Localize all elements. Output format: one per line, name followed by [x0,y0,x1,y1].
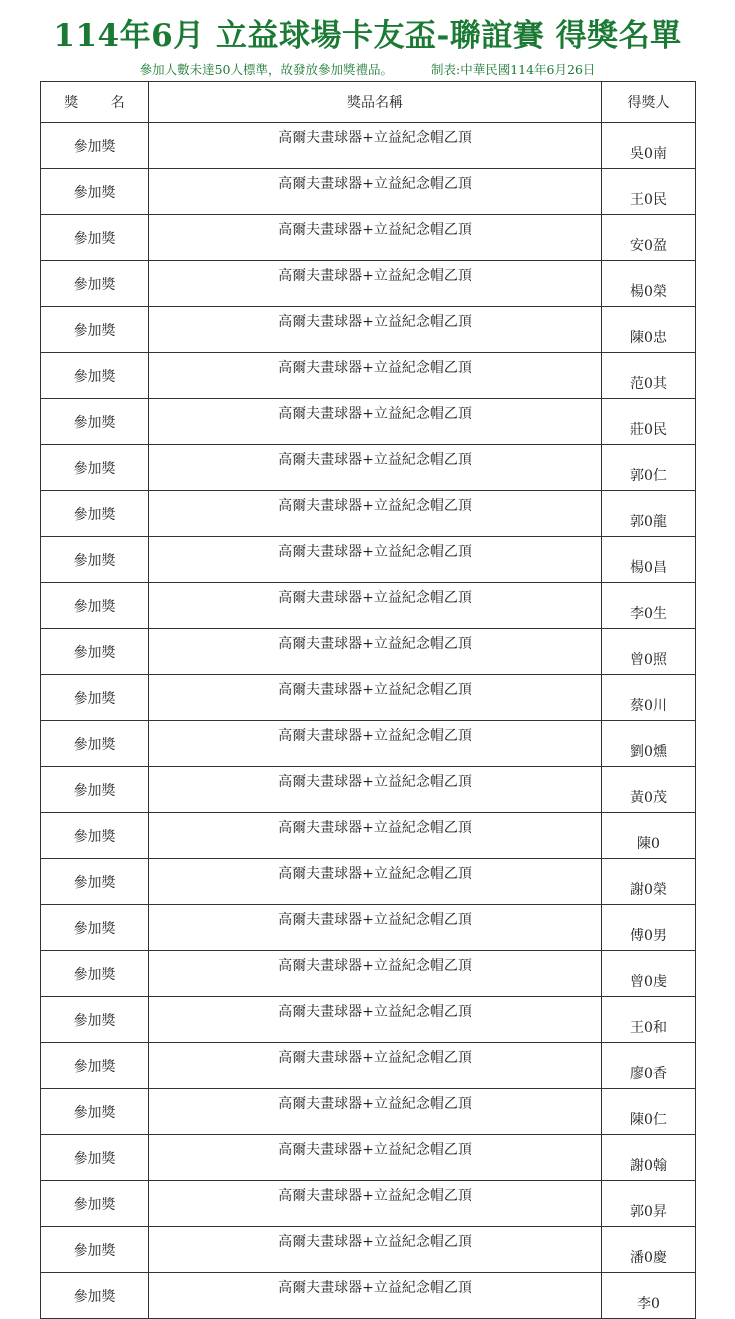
table-row [41,859,696,905]
award-cell: 參加獎 [41,859,149,905]
header-prize: 獎品名稱 [149,82,602,123]
winner-cell: 吳0南 [602,123,696,169]
table-row [41,537,696,583]
prize-cell: 高爾夫畫球器+立益紀念帽乙頂 [149,1089,602,1135]
prize-cell: 高爾夫畫球器+立益紀念帽乙頂 [149,491,602,537]
table-row [41,1089,696,1135]
award-cell: 參加獎 [41,905,149,951]
table-row [41,1273,696,1319]
winner-cell: 傅0男 [602,905,696,951]
prize-cell: 高爾夫畫球器+立益紀念帽乙頂 [149,721,602,767]
award-cell: 參加獎 [41,997,149,1043]
table-row [41,445,696,491]
winner-cell: 郭0龍 [602,491,696,537]
winner-cell: 莊0民 [602,399,696,445]
prize-cell: 高爾夫畫球器+立益紀念帽乙頂 [149,997,602,1043]
winner-cell: 陳0忠 [602,307,696,353]
prize-cell: 高爾夫畫球器+立益紀念帽乙頂 [149,1227,602,1273]
table-row [41,813,696,859]
winner-cell: 楊0榮 [602,261,696,307]
prize-cell: 高爾夫畫球器+立益紀念帽乙頂 [149,767,602,813]
award-cell: 參加獎 [41,169,149,215]
award-cell: 參加獎 [41,215,149,261]
prize-cell: 高爾夫畫球器+立益紀念帽乙頂 [149,399,602,445]
winner-cell: 曾0虔 [602,951,696,997]
award-cell: 參加獎 [41,1043,149,1089]
prize-cell: 高爾夫畫球器+立益紀念帽乙頂 [149,1273,602,1319]
award-cell: 參加獎 [41,353,149,399]
winner-cell: 楊0昌 [602,537,696,583]
header-winner: 得獎人 [602,82,696,123]
table-row [41,997,696,1043]
awards-table-header [41,82,696,123]
award-cell: 參加獎 [41,261,149,307]
prize-cell: 高爾夫畫球器+立益紀念帽乙頂 [149,169,602,215]
table-row [41,353,696,399]
prize-cell: 高爾夫畫球器+立益紀念帽乙頂 [149,445,602,491]
table-row [41,721,696,767]
page-title: 114年6月 立益球場卡友盃-聯誼賽 得獎名單 [53,18,682,54]
table-row [41,123,696,169]
prize-cell: 高爾夫畫球器+立益紀念帽乙頂 [149,261,602,307]
winner-cell: 謝0榮 [602,859,696,905]
winner-cell: 郭0仁 [602,445,696,491]
subtitle [0,60,735,78]
header-award-label: 獎 名 [64,95,139,111]
table-row [41,767,696,813]
award-cell: 參加獎 [41,813,149,859]
award-cell: 參加獎 [41,491,149,537]
prize-cell: 高爾夫畫球器+立益紀念帽乙頂 [149,307,602,353]
subtitle-note: 參加人數未達50人標準，故發放參加獎禮品。 [139,62,393,77]
table-row [41,1135,696,1181]
award-cell: 參加獎 [41,767,149,813]
winner-cell: 黃0茂 [602,767,696,813]
table-row [41,1181,696,1227]
table-row [41,675,696,721]
awards-table-body [41,123,696,1319]
prize-cell: 高爾夫畫球器+立益紀念帽乙頂 [149,859,602,905]
winner-cell: 李0 [602,1273,696,1319]
prize-cell: 高爾夫畫球器+立益紀念帽乙頂 [149,353,602,399]
table-row [41,1043,696,1089]
prize-cell: 高爾夫畫球器+立益紀念帽乙頂 [149,675,602,721]
table-row [41,399,696,445]
table-row [41,951,696,997]
prize-cell: 高爾夫畫球器+立益紀念帽乙頂 [149,583,602,629]
winner-cell: 郭0昇 [602,1181,696,1227]
winner-cell: 謝0翰 [602,1135,696,1181]
winner-cell: 曾0照 [602,629,696,675]
prize-cell: 高爾夫畫球器+立益紀念帽乙頂 [149,1043,602,1089]
award-cell: 參加獎 [41,1273,149,1319]
award-cell: 參加獎 [41,951,149,997]
prize-cell: 高爾夫畫球器+立益紀念帽乙頂 [149,1135,602,1181]
prize-cell: 高爾夫畫球器+立益紀念帽乙頂 [149,537,602,583]
table-row [41,307,696,353]
winner-cell: 潘0慶 [602,1227,696,1273]
award-cell: 參加獎 [41,583,149,629]
award-cell: 參加獎 [41,537,149,583]
winner-cell: 陳0 [602,813,696,859]
winner-cell: 廖0香 [602,1043,696,1089]
prize-cell: 高爾夫畫球器+立益紀念帽乙頂 [149,1181,602,1227]
prize-cell: 高爾夫畫球器+立益紀念帽乙頂 [149,629,602,675]
award-cell: 參加獎 [41,1089,149,1135]
winner-cell: 陳0仁 [602,1089,696,1135]
winner-cell: 王0和 [602,997,696,1043]
awards-table [40,81,696,1319]
award-cell: 參加獎 [41,629,149,675]
prize-cell: 高爾夫畫球器+立益紀念帽乙頂 [149,215,602,261]
winner-cell: 王0民 [602,169,696,215]
award-cell: 參加獎 [41,675,149,721]
table-row [41,261,696,307]
prize-cell: 高爾夫畫球器+立益紀念帽乙頂 [149,123,602,169]
award-cell: 參加獎 [41,445,149,491]
award-cell: 參加獎 [41,307,149,353]
winner-cell: 安0盈 [602,215,696,261]
prize-cell: 高爾夫畫球器+立益紀念帽乙頂 [149,951,602,997]
header-award [41,82,149,123]
award-cell: 參加獎 [41,1181,149,1227]
prize-cell: 高爾夫畫球器+立益紀念帽乙頂 [149,813,602,859]
winner-cell: 李0生 [602,583,696,629]
table-row [41,1227,696,1273]
table-row [41,215,696,261]
winner-cell: 蔡0川 [602,675,696,721]
table-row [41,583,696,629]
award-cell: 參加獎 [41,1135,149,1181]
winner-cell: 劉0燻 [602,721,696,767]
subtitle-date: 制表:中華民國114年6月26日 [430,62,596,77]
award-cell: 參加獎 [41,721,149,767]
winner-cell: 范0其 [602,353,696,399]
award-cell: 參加獎 [41,399,149,445]
table-row [41,905,696,951]
prize-cell: 高爾夫畫球器+立益紀念帽乙頂 [149,905,602,951]
header-row [41,82,696,123]
table-row [41,629,696,675]
table-row [41,491,696,537]
table-row [41,169,696,215]
award-cell: 參加獎 [41,123,149,169]
award-cell: 參加獎 [41,1227,149,1273]
